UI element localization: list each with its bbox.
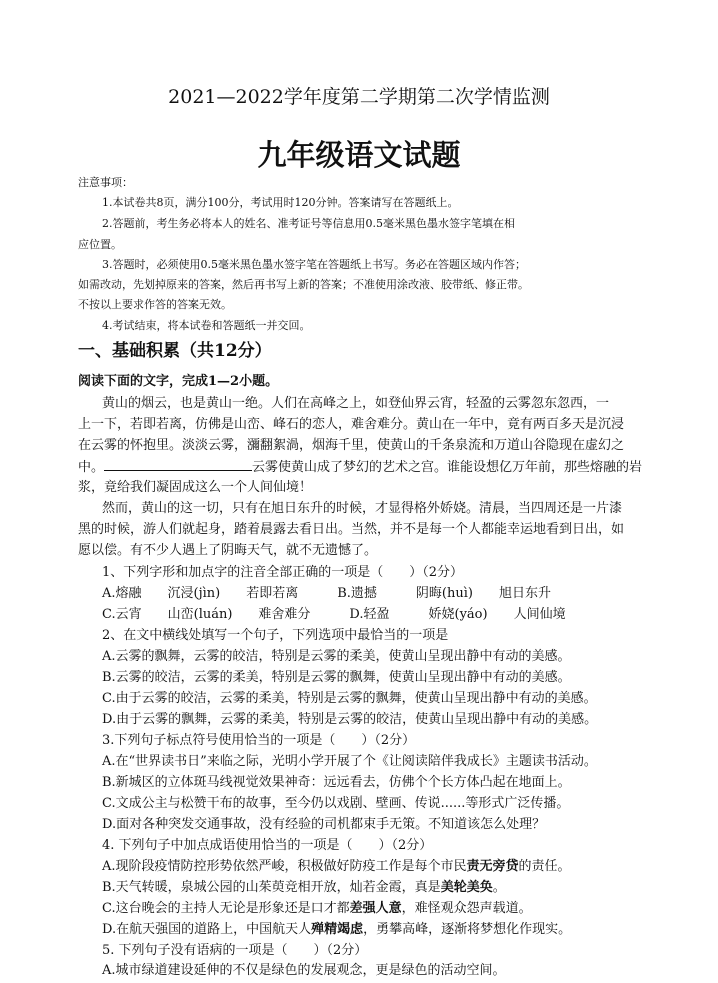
exam-title: 2021—2022学年度第二学期第二次学情监测: [168, 86, 550, 108]
idiom-highlight: 殚精竭虑: [311, 922, 364, 937]
notice-item-4: 4.考试结束，将本试卷和答题纸一并交回。: [102, 319, 311, 332]
question-2-stem: 2、在文中横线处填写一个句子，下列选项中最恰当的一项是: [102, 628, 449, 643]
notice-item-2-cont: 应位置。: [78, 238, 122, 251]
question-3-option-a: A.在“世界读书日”来临之际，光明小学开展了个《让阅读陪伴我成长》主题读书活动。: [102, 754, 597, 769]
passage-line: 浆，竟给我们凝固成这么一个人间仙境！: [78, 480, 313, 495]
idiom-highlight: 美轮美奂: [440, 880, 493, 895]
question-4-option-c: [102, 900, 532, 918]
question-2-option-c: C.由于云雾的皎洁，云雾的柔美，特别是云雾的飘舞，使黄山呈现出静中有动的美感。: [102, 691, 597, 706]
option-text: ，勇攀高峰，逐渐将梦想化作现实。: [363, 922, 572, 937]
passage-text: 云雾使黄山成了梦幻的艺术之宫。谁能设想亿万年前，那些熔融的岩: [252, 460, 643, 475]
notice-item-3: 3.答题时，必须使用0.5毫米黑色墨水签字笔在答题纸上书写。务必在答题区域内作答；: [102, 258, 526, 271]
question-3-option-d: D.面对各种突发交通事故，没有经验的司机都束手无策。不知道该怎么处理？: [102, 817, 546, 832]
question-4-option-b: [102, 879, 506, 897]
idiom-highlight: 差强人意: [349, 901, 402, 916]
passage-line: 黑的时候，游人们就起身，踏着晨露去看日出。当然，并不是每一个人都能幸运地看到日出，如: [78, 522, 625, 537]
question-5-option-a: A.城市绿道建设延伸的不仅是绿色的发展观念，更是绿色的活动空间。: [102, 963, 506, 978]
notice-item-3-cont-1: 如需改动，先划掉原来的答案，然后再书写上新的答案；不准使用涂改液、胶带纸、修正带。: [78, 278, 529, 291]
question-4-option-a: [102, 858, 571, 876]
question-4-option-d: [102, 921, 571, 939]
question-2-option-b: B.云雾的皎洁，云雾的柔美，特别是云雾的飘舞，使黄山呈现出静中有动的美感。: [102, 670, 571, 685]
passage-text: 中。: [78, 460, 105, 475]
notice-item-2: 2.答题前，考生务必将本人的姓名、准考证号等信息用0.5毫米黑色墨水签字笔填在相: [102, 217, 515, 230]
question-5-stem: 5. 下列句子没有语病的一项是（ ）（2分）: [102, 943, 368, 958]
notice-item-3-cont-2: 不按以上要求作答的答案无效。: [78, 298, 232, 311]
question-1-options-cd: C.云宵 山峦(luán) 难舍难分 D.轻盈 娇娆(yáo) 人间仙境: [102, 607, 566, 622]
notice-item-1: 1.本试卷共8页，满分100分，考试用时120分钟。答案请写在答题纸上。: [102, 196, 459, 209]
passage-line: 在云雾的怀抱里。淡淡云雾，瀰翻絮渦，烟海千里，使黄山的千条泉流和万道山谷隐现在虚幻之: [78, 438, 625, 453]
question-2-option-a: A.云雾的飘舞，云雾的皎洁，特别是云雾的柔美，使黄山呈现出静中有动的美感。: [102, 649, 571, 664]
question-3-stem: 3.下列句子标点符号使用恰当的一项是（ ）（2分）: [102, 733, 416, 748]
question-1-options-ab: A.熔融 沉浸(jìn) 若即若离 B.遗撼 阴晦(huì) 旭日东升: [102, 586, 551, 601]
question-4-stem: 4. 下列句子中加点成语使用恰当的一项是（ ）（2分）: [102, 838, 433, 853]
fill-in-blank: [104, 458, 252, 471]
passage-line: 上一下，若即若离，仿佛是山峦、峰石的恋人，难舍难分。黄山在一年中，竟有两百多天是沉浸: [78, 417, 625, 432]
option-text: A.现阶段疫情防控形势依然严峻，积极做好防疫工作是每个市民: [102, 859, 467, 874]
passage-line: 然而，黄山的这一切，只有在旭日东升的时候，才显得格外娇娆。清晨，当四周还是一片漆: [102, 501, 623, 516]
option-text: 。: [492, 880, 506, 895]
passage-line-with-blank: [78, 458, 642, 477]
question-1-stem: 1、下列字形和加点字的注音全部正确的一项是（ ）（2分）: [102, 565, 464, 580]
passage-line: 黄山的烟云，也是黄山一绝。人们在高峰之上，如登仙界云宵，轻盈的云雾忽东忽西，一: [102, 396, 610, 411]
passage-line: 愿以偿。有不少人遇上了阴晦天气，就不无遗憾了。: [78, 543, 378, 558]
question-3-option-c: C.文成公主与松赞干布的故事，至今仍以戏剧、壁画、传说......等形式广泛传播。: [102, 796, 570, 811]
exam-subtitle: 九年级语文试题: [257, 138, 461, 172]
option-text: B.天气转暖，泉城公园的山茱萸竞相开放，灿若金霞，真是: [102, 880, 441, 895]
notice-heading: 注意事项：: [78, 176, 133, 189]
question-2-option-d: D.由于云雾的飘舞，云雾的柔美，特别是云雾的皎洁，使黄山呈现出静中有动的美感。: [102, 712, 598, 727]
option-text: D.在航天强国的道路上，中国航天人: [102, 922, 312, 937]
option-text: ，难怪观众怨声载道。: [401, 901, 532, 916]
idiom-highlight: 责无旁贷: [466, 859, 519, 874]
question-3-option-b: B.新城区的立体斑马线视觉效果神奇：远远看去，仿佛个个长方体凸起在地面上。: [102, 775, 571, 790]
section-heading: 一、基础积累（共12分）: [78, 341, 272, 361]
option-text: 的责任。: [518, 859, 571, 874]
section-instruction: 阅读下面的文字，完成1—2小题。: [78, 374, 279, 389]
option-text: C.这台晚会的主持人无论是形象还是口才都: [102, 901, 350, 916]
